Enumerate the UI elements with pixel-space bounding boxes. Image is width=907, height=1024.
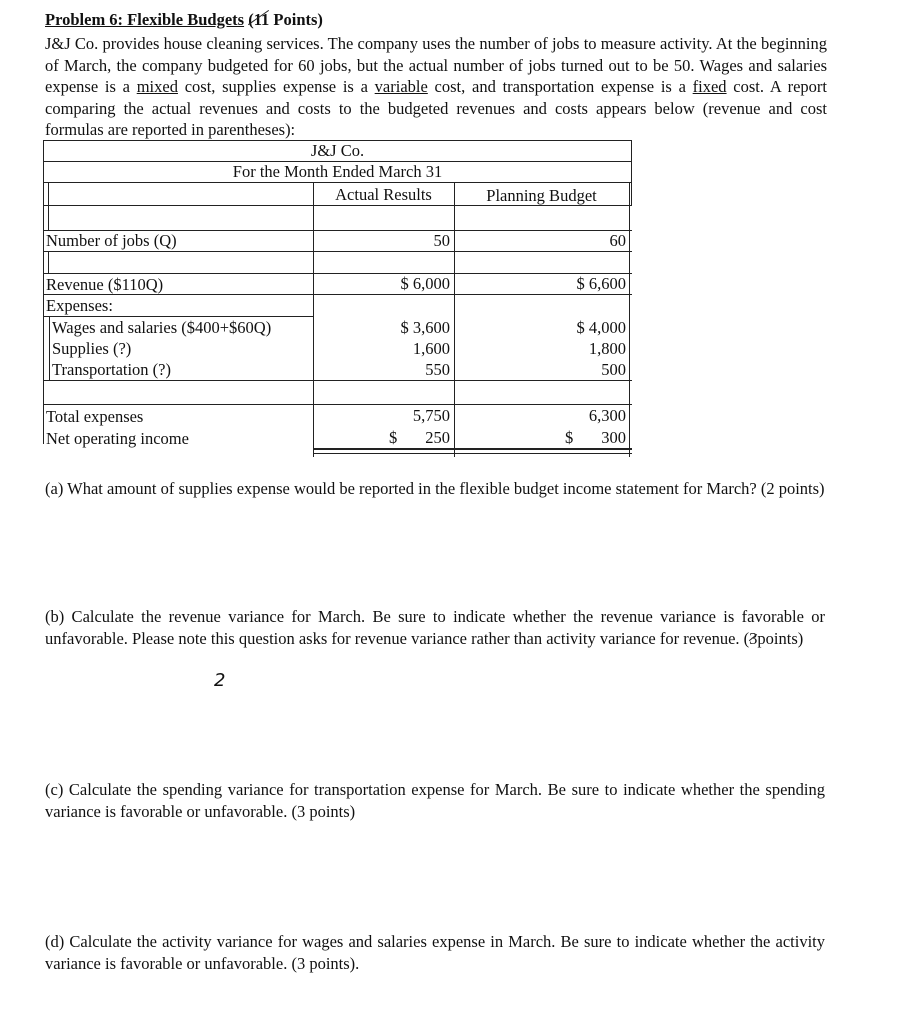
row-wages-budget: $ 4,000 <box>576 318 626 337</box>
col-header-budget: Planning Budget <box>486 186 597 205</box>
row-supplies-actual: 1,600 <box>412 339 450 358</box>
row-net-income-actual: 250 <box>425 428 450 447</box>
question-b <box>45 606 825 649</box>
row-jobs-budget: 60 <box>609 231 626 250</box>
report-period: For the Month Ended March 31 <box>232 162 443 181</box>
row-expenses-label: Expenses: <box>46 296 113 315</box>
table-line-total-top <box>43 404 632 405</box>
question-d: (d) Calculate the activity variance for wages and salaries expense in March. Be sure to indicate whether the activity variance is favorable or unfavorable. (3 points). <box>45 932 825 973</box>
question-b-text: (b) Calculate the revenue variance for March. Be sure to indicate whether the revenue variance is favorable or unfavorable. Please note this question asks for revenue variance rather than activity variance for revenue. ( <box>45 607 825 648</box>
intro-text-2: cost, supplies expense is a <box>177 77 375 96</box>
problem-intro <box>45 33 827 141</box>
intro-text-1: J&J Co. provides house cleaning services. The company uses the number of jobs to measure activity. At the beginning of March, the company budgeted for 60 jobs, but the actual number of jobs turned out to be 50. Wages and salaries expense is a <box>45 34 827 96</box>
row-total-expenses-label: Total expenses <box>46 407 144 426</box>
row-jobs-actual: 50 <box>433 231 450 250</box>
table-line-double-bottom <box>313 448 632 450</box>
table-inner-left-2 <box>48 251 49 273</box>
problem-title <box>45 10 323 30</box>
row-net-income-label: Net operating income <box>46 429 189 448</box>
table-border-left <box>43 140 44 444</box>
budget-report-table <box>43 140 632 457</box>
report-company: J&J Co. <box>310 141 365 160</box>
struck-points-value: 11 <box>253 10 270 29</box>
table-line-jobs-bottom <box>43 251 632 252</box>
intro-fixed-word: fixed <box>692 77 727 96</box>
row-total-expenses-budget: 6,300 <box>588 406 626 425</box>
points-suffix: Points) <box>273 10 323 29</box>
row-transportation-budget: 500 <box>601 360 626 379</box>
row-supplies-label: Supplies (?) <box>52 339 132 358</box>
intro-mixed-word: mixed <box>136 77 178 96</box>
intro-text-3: cost, and transportation expense is a <box>427 77 693 96</box>
row-transportation-actual: 550 <box>425 360 450 379</box>
question-c: (c) Calculate the spending variance for transportation expense for March. Be sure to indicate whether the spending variance is favorable or unfavorable. (3 points) <box>45 780 825 821</box>
row-supplies-budget: 1,800 <box>588 339 626 358</box>
row-jobs-label: Number of jobs (Q) <box>46 231 177 250</box>
col-header-actual: Actual Results <box>335 185 432 204</box>
problem-title-text: Problem 6: Flexible Budgets <box>45 10 245 29</box>
row-revenue-actual: $ 6,000 <box>400 274 450 293</box>
row-net-income-budget: 300 <box>601 428 626 447</box>
handwritten-points-correction: 2 <box>214 670 226 691</box>
row-transportation-label: Transportation (?) <box>52 360 171 379</box>
table-line-blank-top <box>43 380 632 381</box>
row-revenue-label: Revenue ($110Q) <box>46 275 164 294</box>
question-a: (a) What amount of supplies expense would be reported in the flexible budget income statement for March? (2 points) <box>45 479 825 498</box>
row-total-expenses-actual: 5,750 <box>412 406 450 425</box>
table-col-separator-right <box>629 182 630 457</box>
table-line-double-bottom-2 <box>313 453 632 454</box>
row-wages-label: Wages and salaries ($400+$60Q) <box>52 318 272 337</box>
intro-text-4: cost. A report comparing the actual revenues and costs to the budgeted revenues and costs appears below (revenue and cost formulas are reported in parentheses): <box>45 77 827 139</box>
struck-points: (11 <box>248 10 270 29</box>
intro-variable-word: variable <box>374 77 428 96</box>
table-line-period <box>43 182 632 183</box>
row-net-income-budget-sign: $ <box>565 428 574 447</box>
table-inner-left <box>48 182 49 230</box>
question-b-end: points) <box>757 628 804 648</box>
row-wages-actual: $ 3,600 <box>400 318 450 337</box>
question-b-struck-points: 3 <box>749 628 758 648</box>
table-inner-left-3 <box>49 316 50 380</box>
row-revenue-budget: $ 6,600 <box>576 274 626 293</box>
table-line-wages-top <box>43 316 313 317</box>
row-net-income-actual-sign: $ <box>389 428 398 447</box>
